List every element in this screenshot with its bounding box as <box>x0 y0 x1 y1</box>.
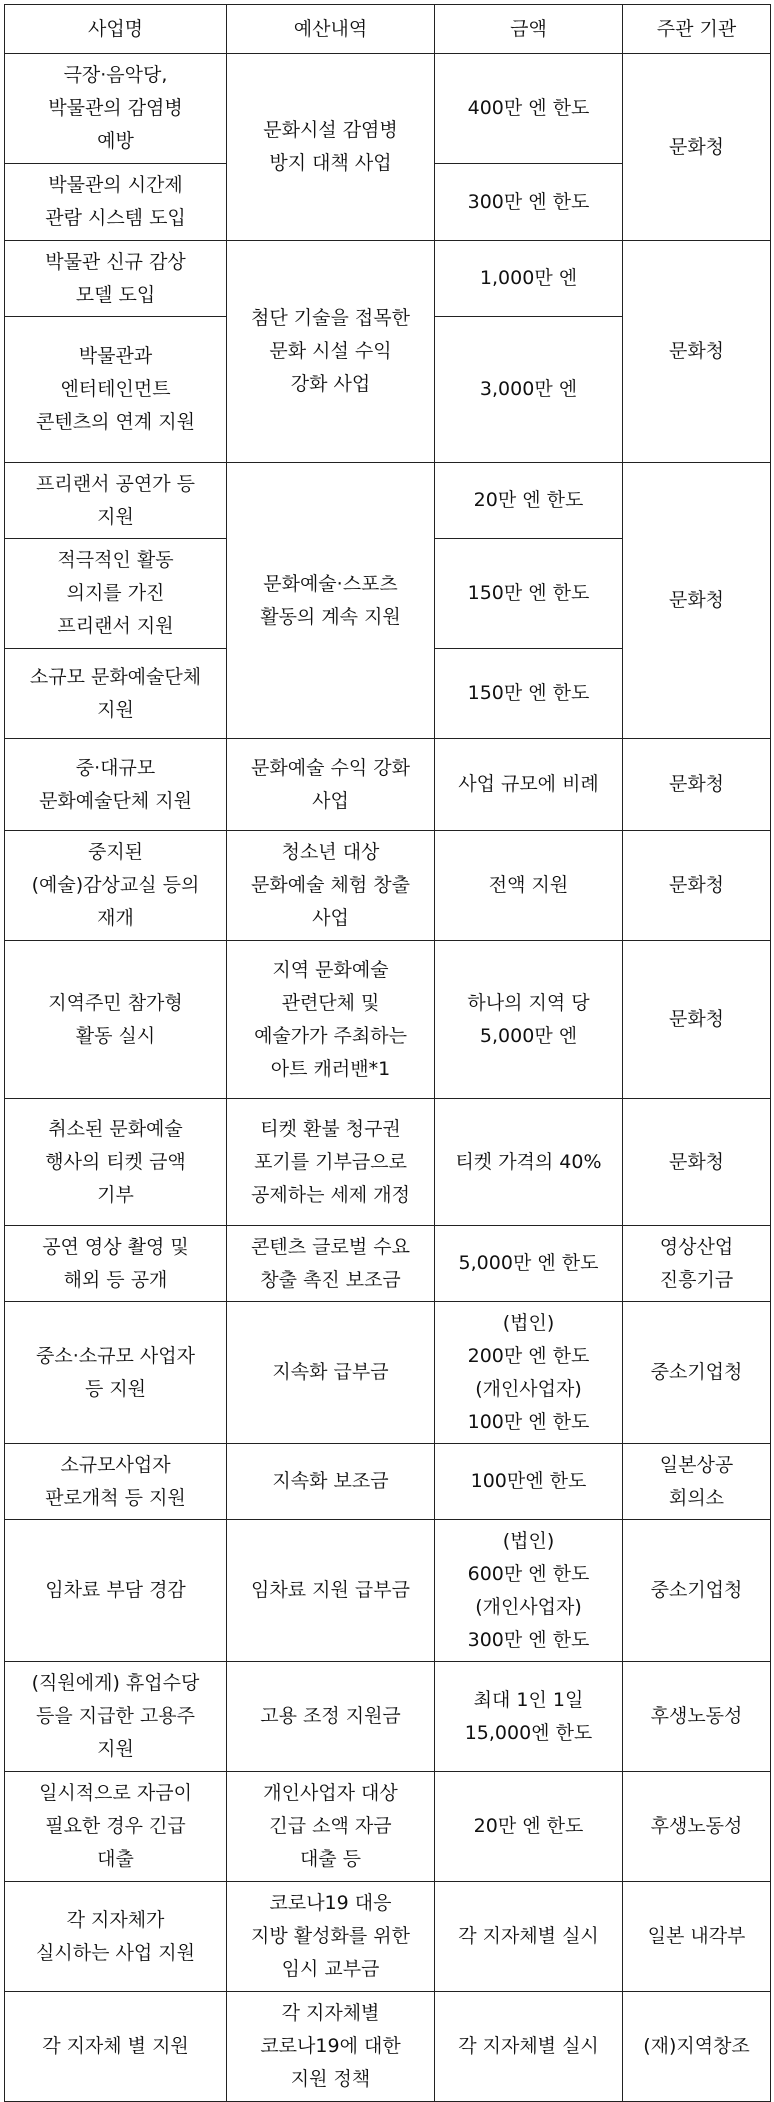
amount-cell: (법인) 600만 엔 한도 (개인사업자) 300만 엔 한도 <box>435 1520 623 1662</box>
amount-cell: 300만 엔 한도 <box>435 164 623 241</box>
header-program: 사업명 <box>5 5 227 54</box>
table-header <box>5 5 771 54</box>
budget-cell: 문화예술·스포츠 활동의 계속 지원 <box>227 463 435 739</box>
amount-cell: 20만 엔 한도 <box>435 1772 623 1882</box>
budget-cell: 고용 조정 지원금 <box>227 1662 435 1772</box>
budget-cell: 임차료 지원 급부금 <box>227 1520 435 1662</box>
table-body <box>5 54 771 2102</box>
agency-cell: 문화청 <box>623 1099 771 1226</box>
table-row <box>5 1226 771 1302</box>
agency-cell: 중소기업청 <box>623 1520 771 1662</box>
budget-cell: 첨단 기술을 접목한 문화 시설 수익 강화 사업 <box>227 241 435 463</box>
agency-cell: 중소기업청 <box>623 1302 771 1444</box>
program-cell: 공연 영상 촬영 및 해외 등 공개 <box>5 1226 227 1302</box>
table-row <box>5 1302 771 1444</box>
agency-cell: 일본상공 회의소 <box>623 1444 771 1520</box>
amount-cell: 400만 엔 한도 <box>435 54 623 164</box>
agency-cell: 문화청 <box>623 241 771 463</box>
amount-cell: 3,000만 엔 <box>435 317 623 463</box>
amount-cell: 각 지자체별 실시 <box>435 1992 623 2102</box>
program-cell: 박물관과 엔터테인먼트 콘텐츠의 연계 지원 <box>5 317 227 463</box>
table-row <box>5 1992 771 2102</box>
program-cell: 취소된 문화예술 행사의 티켓 금액 기부 <box>5 1099 227 1226</box>
amount-cell: (법인) 200만 엔 한도 (개인사업자) 100만 엔 한도 <box>435 1302 623 1444</box>
agency-cell: 일본 내각부 <box>623 1882 771 1992</box>
program-cell: 박물관의 시간제 관람 시스템 도입 <box>5 164 227 241</box>
budget-cell: 지속화 보조금 <box>227 1444 435 1520</box>
amount-cell: 티켓 가격의 40% <box>435 1099 623 1226</box>
header-agency: 주관 기관 <box>623 5 771 54</box>
budget-cell: 지속화 급부금 <box>227 1302 435 1444</box>
agency-cell: 문화청 <box>623 941 771 1099</box>
header-row <box>5 5 771 54</box>
amount-cell: 150만 엔 한도 <box>435 539 623 649</box>
budget-cell: 지역 문화예술 관련단체 및 예술가가 주최하는 아트 캐러밴*1 <box>227 941 435 1099</box>
table-row <box>5 1520 771 1662</box>
table-row <box>5 1444 771 1520</box>
table-row <box>5 739 771 831</box>
header-amount: 금액 <box>435 5 623 54</box>
agency-cell: 문화청 <box>623 54 771 241</box>
budget-cell: 콘텐츠 글로벌 수요 창출 촉진 보조금 <box>227 1226 435 1302</box>
program-cell: 각 지자체가 실시하는 사업 지원 <box>5 1882 227 1992</box>
table-row <box>5 1662 771 1772</box>
table-row <box>5 941 771 1099</box>
amount-cell: 사업 규모에 비례 <box>435 739 623 831</box>
program-cell: 지역주민 참가형 활동 실시 <box>5 941 227 1099</box>
table-row <box>5 831 771 941</box>
budget-cell: 티켓 환불 청구권 포기를 기부금으로 공제하는 세제 개정 <box>227 1099 435 1226</box>
agency-cell: 문화청 <box>623 739 771 831</box>
program-cell: (직원에게) 휴업수당 등을 지급한 고용주 지원 <box>5 1662 227 1772</box>
amount-cell: 최대 1인 1일 15,000엔 한도 <box>435 1662 623 1772</box>
budget-table <box>4 4 771 2102</box>
budget-cell: 코로나19 대응 지방 활성화를 위한 임시 교부금 <box>227 1882 435 1992</box>
program-cell: 각 지자체 별 지원 <box>5 1992 227 2102</box>
agency-cell: 후생노동성 <box>623 1772 771 1882</box>
header-budget: 예산내역 <box>227 5 435 54</box>
agency-cell: 후생노동성 <box>623 1662 771 1772</box>
agency-cell: 문화청 <box>623 831 771 941</box>
program-cell: 중·대규모 문화예술단체 지원 <box>5 739 227 831</box>
program-cell: 일시적으로 자금이 필요한 경우 긴급 대출 <box>5 1772 227 1882</box>
budget-cell: 청소년 대상 문화예술 체험 창출 사업 <box>227 831 435 941</box>
amount-cell: 100만엔 한도 <box>435 1444 623 1520</box>
agency-cell: (재)지역창조 <box>623 1992 771 2102</box>
budget-cell: 문화시설 감염병 방지 대책 사업 <box>227 54 435 241</box>
budget-cell: 각 지자체별 코로나19에 대한 지원 정책 <box>227 1992 435 2102</box>
program-cell: 임차료 부담 경감 <box>5 1520 227 1662</box>
table-row <box>5 1772 771 1882</box>
program-cell: 소규모사업자 판로개척 등 지원 <box>5 1444 227 1520</box>
program-cell: 적극적인 활동 의지를 가진 프리랜서 지원 <box>5 539 227 649</box>
program-cell: 소규모 문화예술단체 지원 <box>5 649 227 739</box>
amount-cell: 20만 엔 한도 <box>435 463 623 539</box>
table-row <box>5 241 771 317</box>
amount-cell: 전액 지원 <box>435 831 623 941</box>
table-row <box>5 54 771 164</box>
program-cell: 극장·음악당, 박물관의 감염병 예방 <box>5 54 227 164</box>
table-row <box>5 463 771 539</box>
program-cell: 중소·소규모 사업자 등 지원 <box>5 1302 227 1444</box>
budget-cell: 개인사업자 대상 긴급 소액 자금 대출 등 <box>227 1772 435 1882</box>
amount-cell: 5,000만 엔 한도 <box>435 1226 623 1302</box>
table-row <box>5 1882 771 1992</box>
agency-cell: 영상산업 진흥기금 <box>623 1226 771 1302</box>
budget-cell: 문화예술 수익 강화 사업 <box>227 739 435 831</box>
program-cell: 중지된 (예술)감상교실 등의 재개 <box>5 831 227 941</box>
amount-cell: 150만 엔 한도 <box>435 649 623 739</box>
program-cell: 박물관 신규 감상 모델 도입 <box>5 241 227 317</box>
amount-cell: 하나의 지역 당 5,000만 엔 <box>435 941 623 1099</box>
amount-cell: 1,000만 엔 <box>435 241 623 317</box>
agency-cell: 문화청 <box>623 463 771 739</box>
program-cell: 프리랜서 공연가 등 지원 <box>5 463 227 539</box>
table-row <box>5 1099 771 1226</box>
amount-cell: 각 지자체별 실시 <box>435 1882 623 1992</box>
